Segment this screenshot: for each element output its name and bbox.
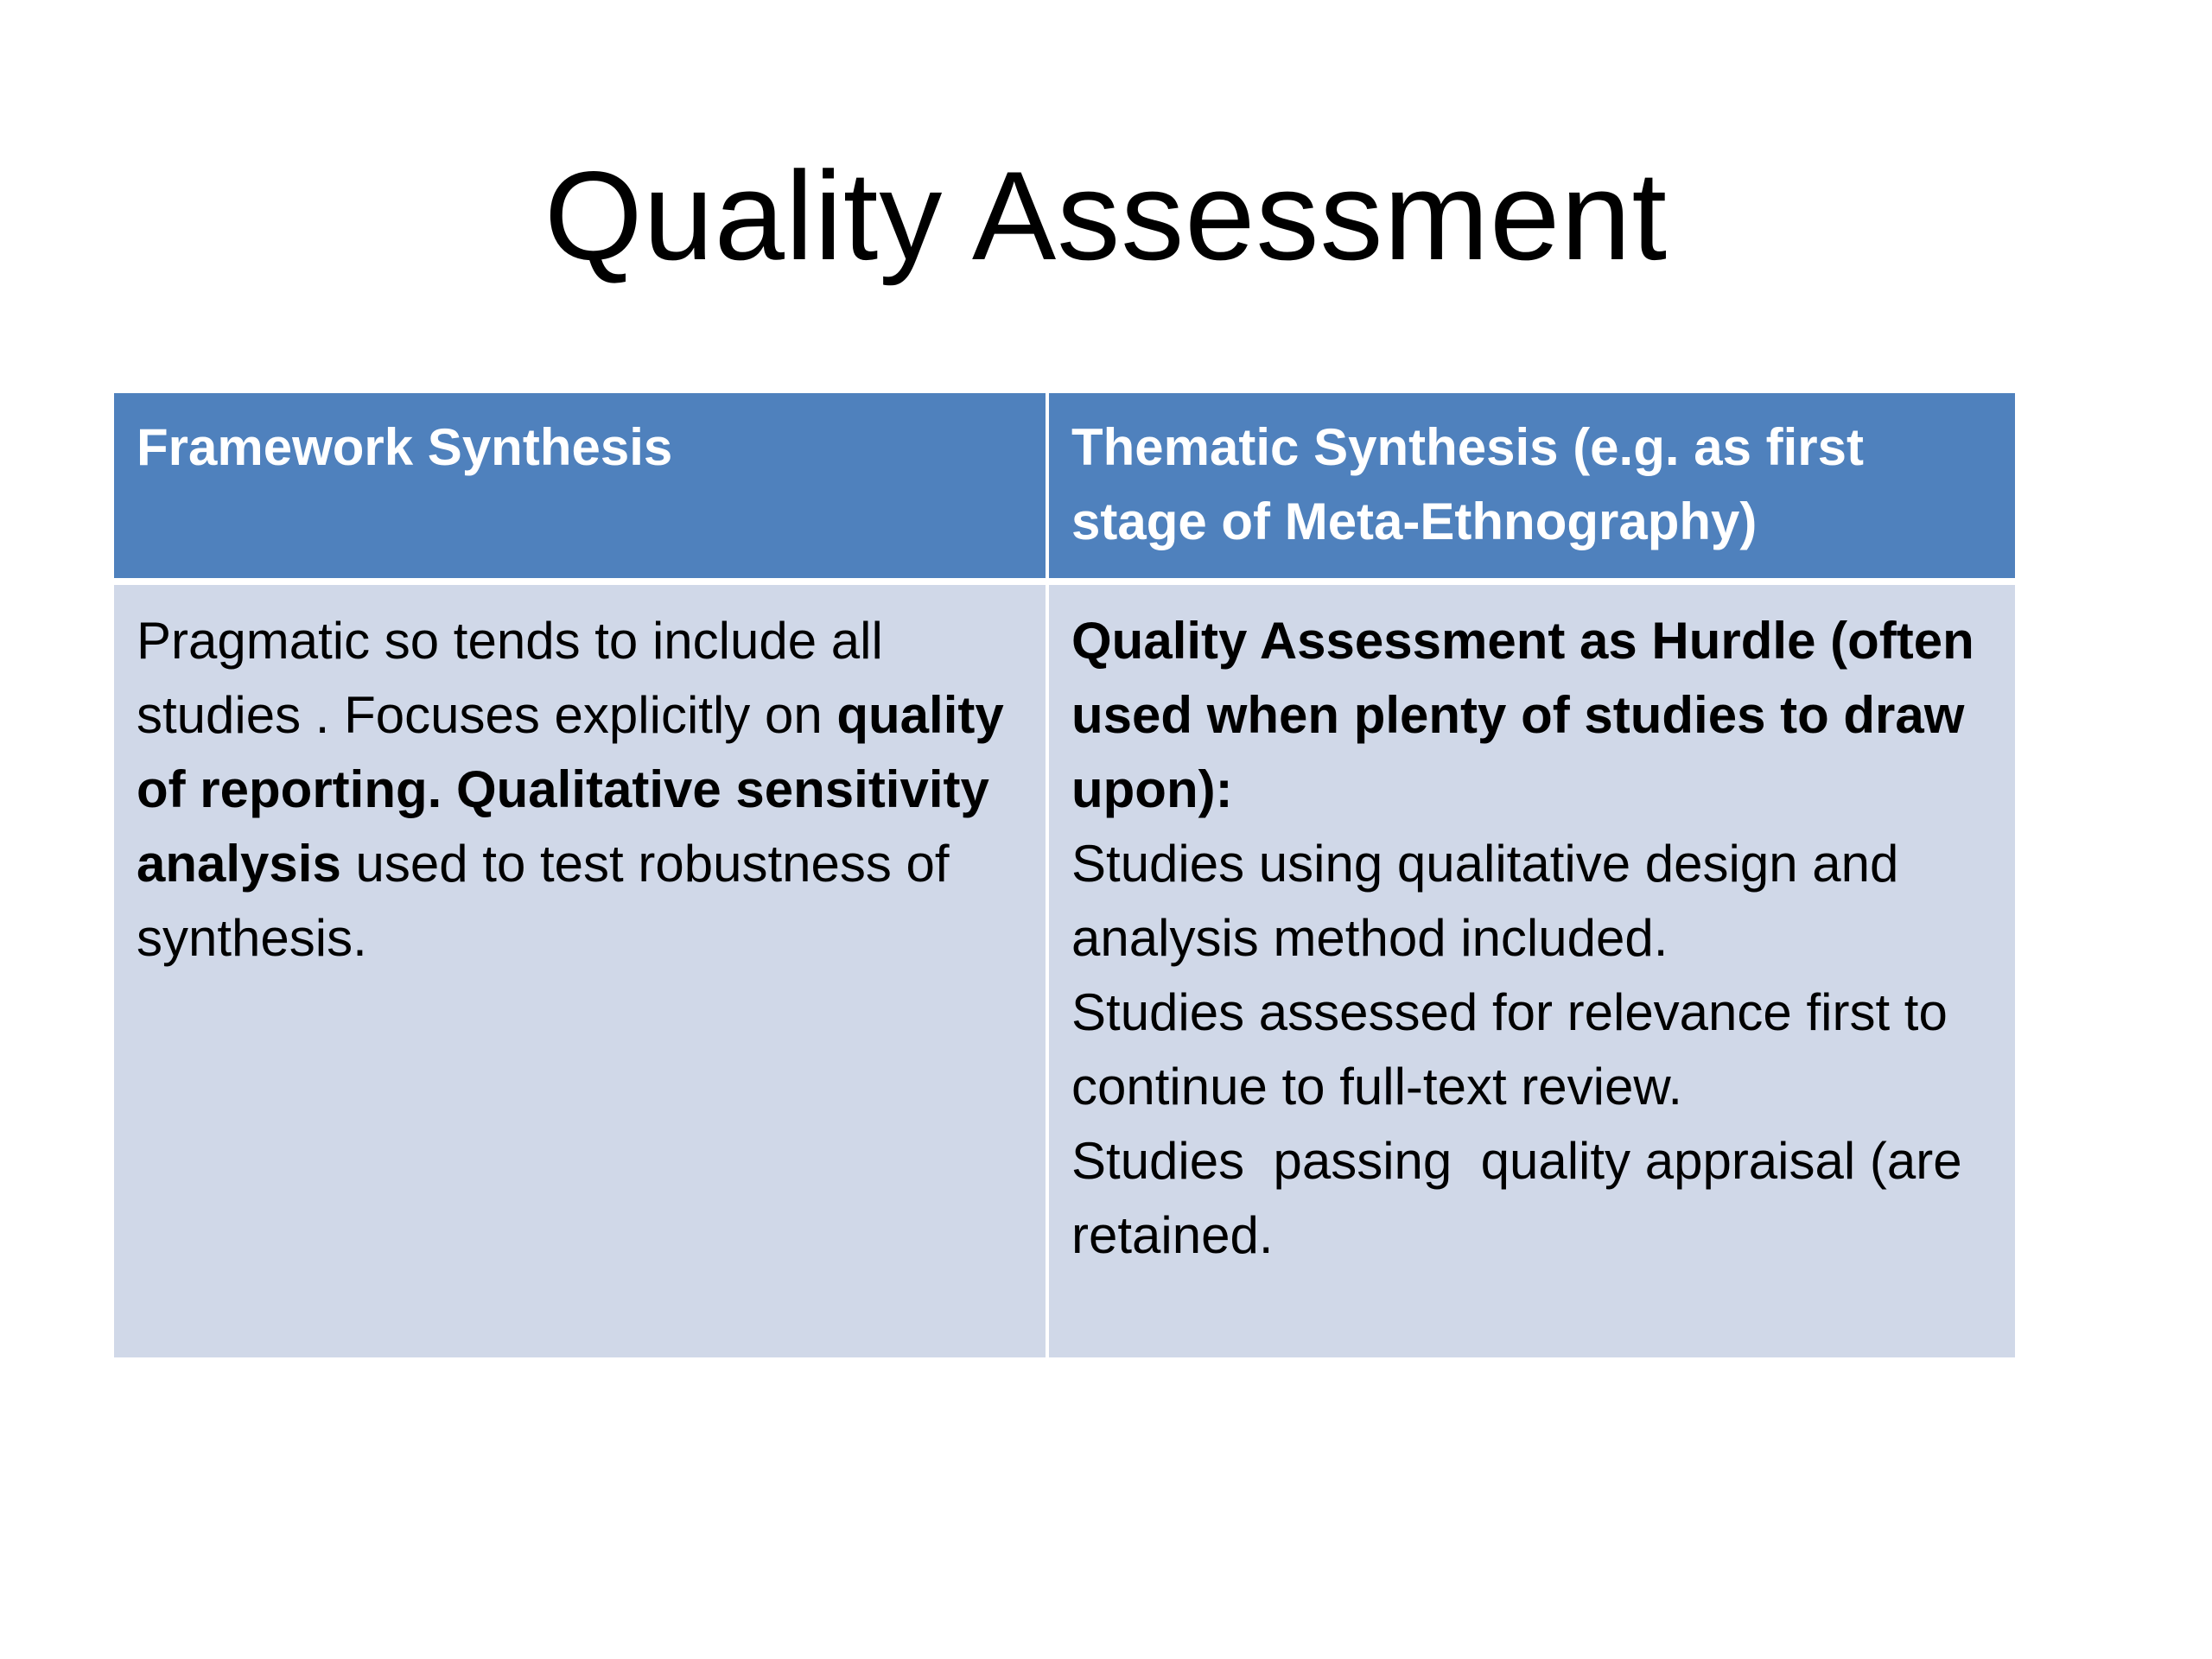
thematic-synthesis-cell: [1047, 582, 2015, 1357]
framework-text-outro: used to test robustness of synthesis.: [137, 835, 950, 967]
framework-text-bold: quality of reporting. Qualitative sensitivity analysis: [137, 686, 1004, 893]
framework-text-intro: Pragmatic so tends to include all studies . Focuses explicitly on: [137, 612, 883, 744]
slide-title: Quality Assessment: [543, 145, 1669, 286]
thematic-line-design: Studies using qualitative design and analysis method included.: [1071, 835, 1914, 967]
table-header-row: [114, 393, 2015, 582]
comparison-table: [114, 393, 2015, 1357]
framework-synthesis-cell: [114, 582, 1047, 1357]
header-framework-synthesis: Framework Synthesis: [114, 393, 1047, 582]
thematic-line-appraisal: Studies passing quality appraisal (are retained.: [1071, 1132, 1977, 1264]
header-thematic-synthesis: Thematic Synthesis (e.g. as first stage of Meta-Ethnography): [1047, 393, 2015, 582]
table-row: [114, 582, 2015, 1357]
thematic-heading: Quality Assessment as Hurdle (often used when plenty of studies to draw upon):: [1071, 612, 1989, 818]
thematic-line-relevance: Studies assessed for relevance first to continue to full-text review.: [1071, 983, 1962, 1116]
